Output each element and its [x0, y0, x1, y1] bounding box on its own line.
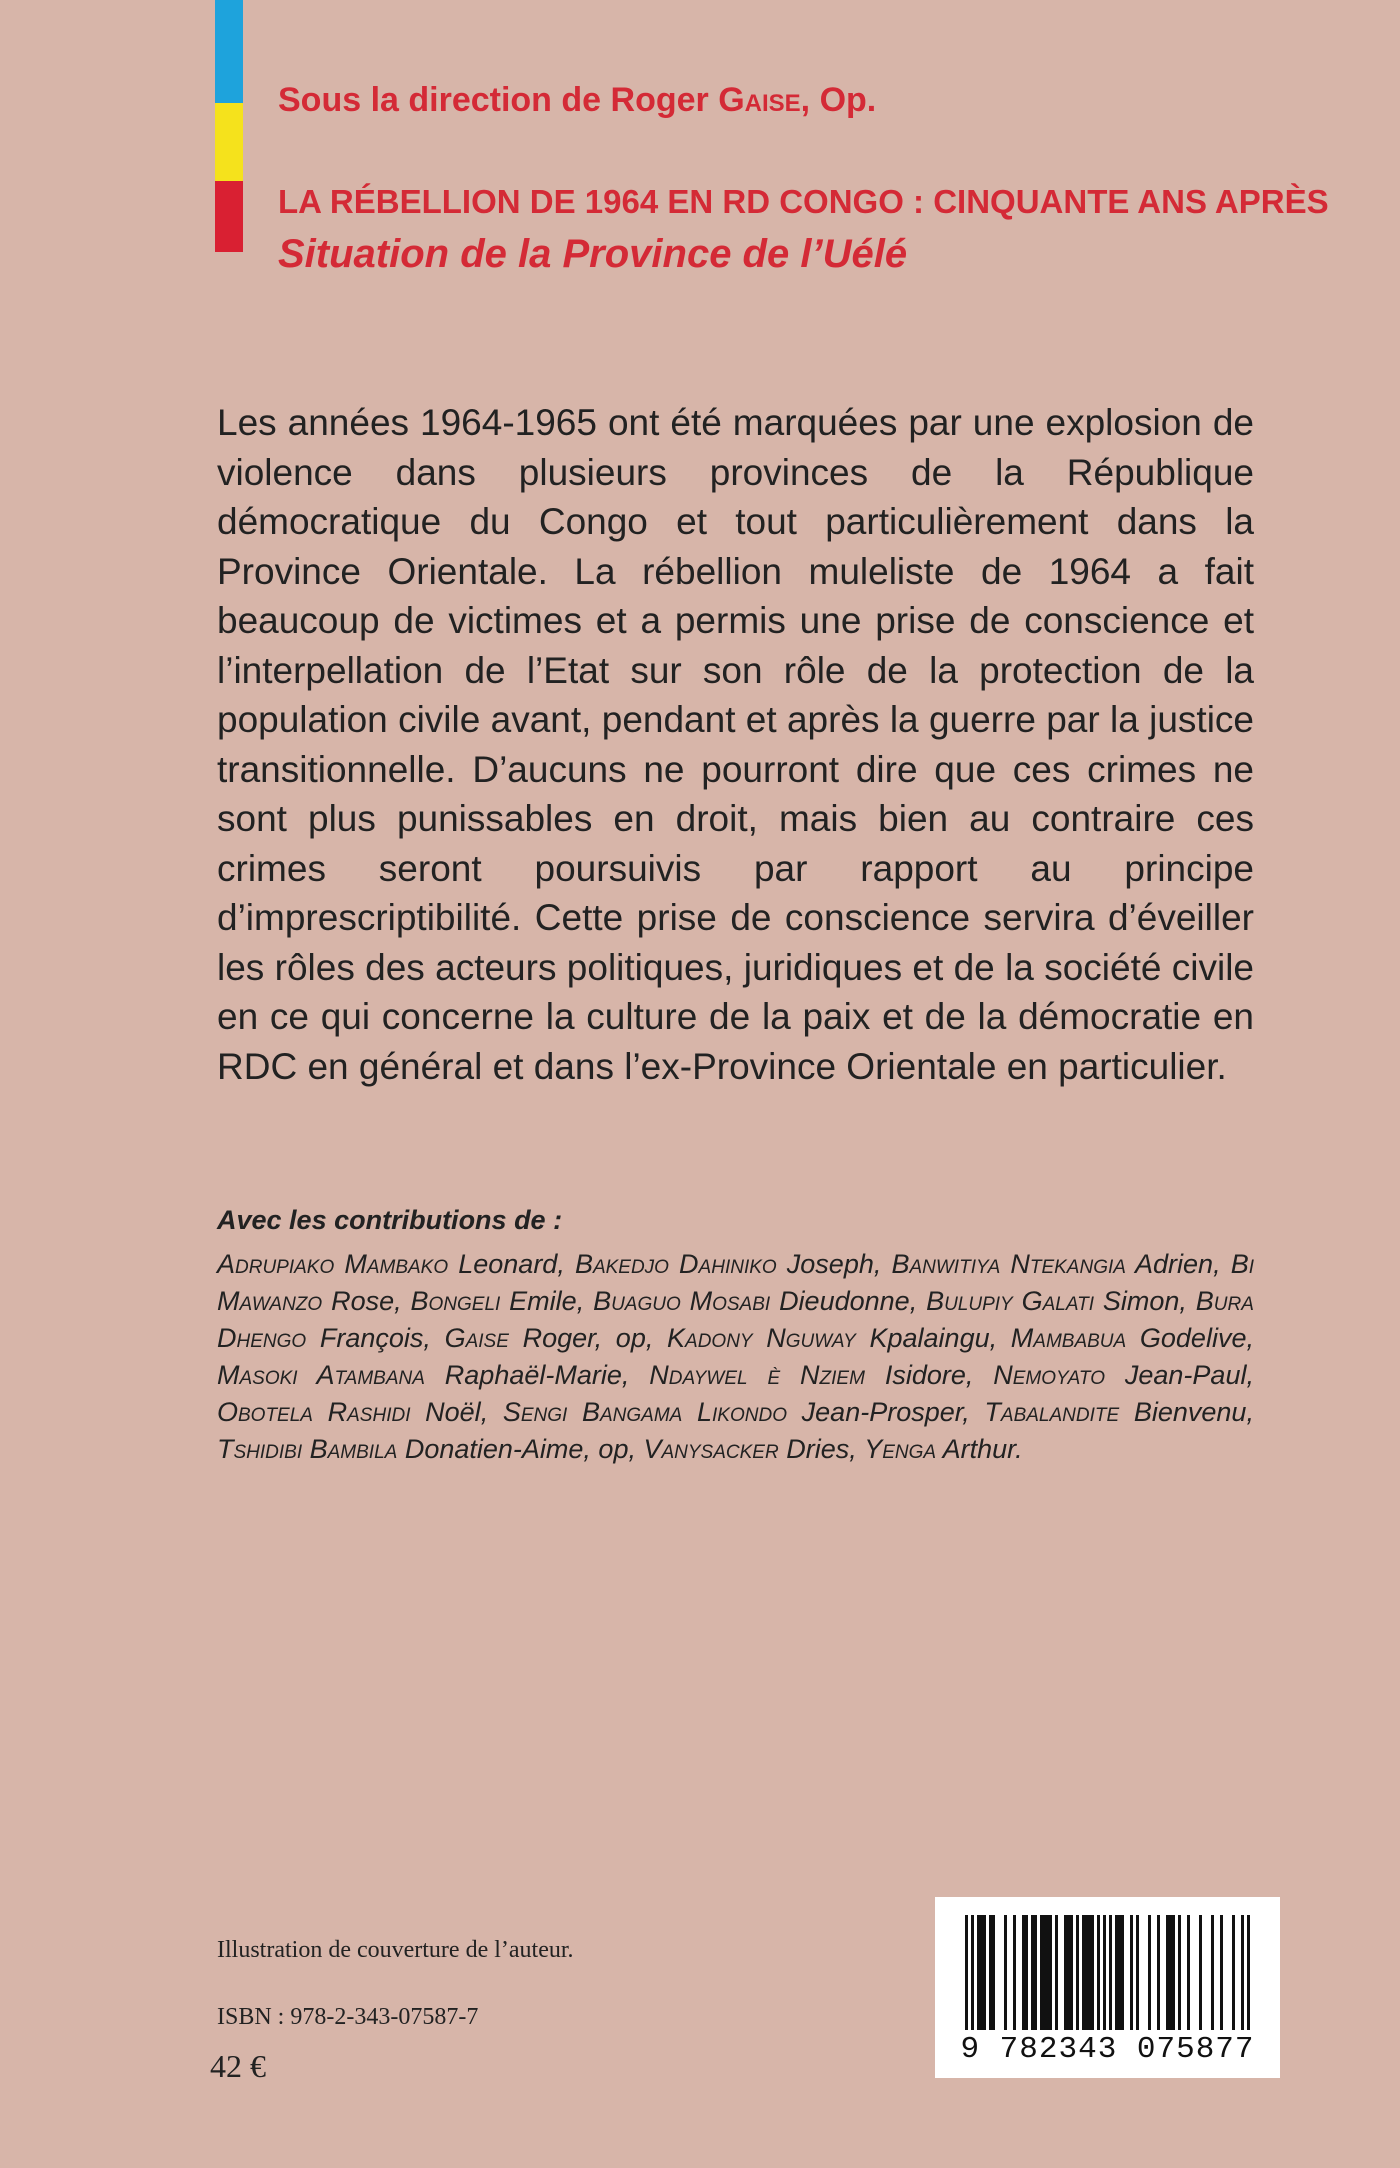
contributor: Gaise Roger, op, [444, 1323, 668, 1353]
contributors-list [217, 1246, 1254, 1468]
contributor: Bi Mawanzo Rose, [217, 1249, 1254, 1316]
barcode-bar [1022, 1915, 1025, 2030]
contributor: Buaguo Mosabi Dieudonne, [593, 1286, 927, 1316]
barcode-bar [1247, 1915, 1250, 2030]
contributor-given-name: Donatien-Aime, op [404, 1434, 629, 1464]
contributor-given-name: Dieudonne [779, 1286, 910, 1316]
contributor-surname: Bulupiy Galati [926, 1286, 1094, 1316]
barcode-bar [1241, 1915, 1244, 2030]
editor-suffix: , Op. [800, 81, 877, 119]
barcode-bar [1013, 1915, 1016, 2030]
contributor-given-name: Bienvenu [1133, 1397, 1247, 1427]
barcode-bar [1169, 1915, 1172, 2030]
barcode-bar [1220, 1915, 1223, 2030]
contributor: Tshidibi Bambila Donatien-Aime, op, [217, 1434, 644, 1464]
contributor: Vanysacker Dries, [643, 1434, 865, 1464]
flag-stripe-red [215, 181, 243, 252]
barcode-bar [1166, 1915, 1169, 2030]
contributor-surname: Bongeli [410, 1286, 501, 1316]
contributor: Banwitiya Ntekangia Adrien, [891, 1249, 1231, 1279]
flag-stripe-yellow [215, 103, 243, 181]
contributor-surname: Kadony Nguway [667, 1323, 856, 1353]
barcode-bar [1091, 1915, 1094, 2030]
barcode-bar [1070, 1915, 1073, 2030]
contributor-given-name: Joseph [786, 1249, 874, 1279]
barcode-bar [1178, 1915, 1181, 2030]
contributor-given-name: Godelive [1139, 1323, 1247, 1353]
contributor: Bura Dhengo François, [217, 1286, 1254, 1353]
barcode-bar [1067, 1915, 1070, 2030]
barcode-bar [1076, 1915, 1079, 2030]
back-cover-summary: Les années 1964-1965 ont été marquées par une explosion de violence dans plusieurs provinces de la République démocratique du Congo et tout particulièrement dans la Province Orientale. La rébellion muleliste de 1964 a fait beaucoup de victimes et a permis une prise de conscience et l’interpellation de l’Etat sur son rôle de la protection de la population civile avant, pendant et après la guerre par la justice transitionnelle. D’aucuns ne pourront dire que ces crimes ne sont plus punissables en droit, mais bien au contraire ces crimes seront poursuivis par rapport au principe d’imprescriptibilité. Cette prise de conscience servira d’éveiller les rôles des acteurs politiques, juridiques et de la société civile en ce qui concerne la culture de la paix et de la démocratie en RDC en général et dans l’ex-Province Orientale en particulier. [217, 402, 1254, 1087]
contributor: Masoki Atambana Raphaël-Marie, [217, 1360, 650, 1390]
contributor-surname: Masoki Atambana [217, 1360, 425, 1390]
contributor-surname: Bakedjo Dahiniko [574, 1249, 777, 1279]
contributor-surname: Tabalandite [984, 1397, 1120, 1427]
barcode-bar [992, 1915, 995, 2030]
contributor-surname: Vanysacker [643, 1434, 779, 1464]
barcode-bar [1136, 1915, 1139, 2030]
barcode-bar [1031, 1915, 1034, 2030]
contributor: Adrupiako Mambako Leonard, [217, 1249, 575, 1279]
barcode-bar [1046, 1915, 1049, 2030]
contributor-surname: Yenga [864, 1434, 937, 1464]
barcode-bar [977, 1915, 980, 2030]
editor-prefix: Sous la direction de Roger [278, 81, 719, 119]
book-title: LA RÉBELLION DE 1964 EN RD CONGO : CINQUANTE ANS APRÈS [278, 183, 1329, 220]
contributor-given-name: Jean-Prosper [801, 1397, 963, 1427]
contributor-surname: Tshidibi Bambila [217, 1434, 398, 1464]
price: 42 € [210, 2048, 266, 2084]
contributor-surname: Mambabua [1010, 1323, 1127, 1353]
barcode-bar [1211, 1915, 1214, 2030]
contributor-surname: Obotela Rashidi [217, 1397, 411, 1427]
barcode-bar [971, 1915, 974, 2030]
barcode-bar [1232, 1915, 1235, 2030]
barcode-bar [989, 1915, 992, 2030]
barcode-bar [1043, 1915, 1046, 2030]
contributor-surname: Gaise [444, 1323, 509, 1353]
barcode [935, 1897, 1280, 2078]
contributor: Mambabua Godelive, [1010, 1323, 1254, 1353]
barcode-bar [1118, 1915, 1121, 2030]
barcode-bar [1148, 1915, 1151, 2030]
contributor-surname: Banwitiya Ntekangia [891, 1249, 1126, 1279]
barcode-bar [1040, 1915, 1043, 2030]
contributor: Yenga Arthur. [864, 1434, 1023, 1464]
contributor-given-name: Leonard [458, 1249, 558, 1279]
barcode-bar [1085, 1915, 1088, 2030]
contributor: Tabalandite Bienvenu, [984, 1397, 1254, 1427]
barcode-bar [1115, 1915, 1118, 2030]
book-header [278, 70, 1358, 284]
barcode-bar [1064, 1915, 1067, 2030]
barcode-bar [1103, 1915, 1106, 2030]
contributor: Nemoyato Jean-Paul, [993, 1360, 1254, 1390]
contributor-given-name: Jean-Paul [1124, 1360, 1247, 1390]
barcode-bar [1130, 1915, 1133, 2030]
contributor-given-name: Isidore [884, 1360, 966, 1390]
contributor-given-name: Adrien [1135, 1249, 1214, 1279]
barcode-bar [1157, 1915, 1160, 2030]
barcode-bar [1121, 1915, 1124, 2030]
barcode-bar [1034, 1915, 1037, 2030]
flag-stripe-blue [215, 0, 243, 103]
barcode-bar [1088, 1915, 1091, 2030]
contributor-given-name: Simon [1102, 1286, 1180, 1316]
barcode-bar [1082, 1915, 1085, 2030]
barcode-bar [1025, 1915, 1028, 2030]
contributor-given-name: Kpalaingu [869, 1323, 990, 1353]
contributor-given-name: Emile [509, 1286, 577, 1316]
cover-illustration-credit: Illustration de couverture de l’auteur. [217, 1937, 574, 1963]
contributor-surname: Buaguo Mosabi [593, 1286, 771, 1316]
barcode-bar [983, 1915, 986, 2030]
contributor: Sengi Bangama Likondo Jean-Prosper, [502, 1397, 985, 1427]
book-subtitle: Situation de la Province de l’Uélé [278, 232, 908, 276]
contributor-given-name: Raphaël-Marie [444, 1360, 622, 1390]
contributor-given-name: Rose [331, 1286, 395, 1316]
barcode-digits: 9 782343 075877 [960, 2032, 1255, 2067]
contributor-given-name: Arthur [942, 1434, 1016, 1464]
contributor-given-name: Roger, op [522, 1323, 646, 1353]
contributor-surname: Nemoyato [993, 1360, 1105, 1390]
barcode-bar [965, 1915, 968, 2030]
contributor: Bulupiy Galati Simon, [926, 1286, 1196, 1316]
barcode-bars [935, 1897, 1280, 2037]
contributor: Bongeli Emile, [410, 1286, 594, 1316]
barcode-bar [1049, 1915, 1052, 2030]
barcode-bar [980, 1915, 983, 2030]
barcode-bar [1004, 1915, 1007, 2030]
contributor: Ndaywel è Nziem Isidore, [649, 1360, 994, 1390]
editor-surname: Gaise [718, 81, 801, 119]
contributions-heading: Avec les contributions de : [217, 1205, 563, 1235]
contributor-surname: Bi Mawanzo [217, 1249, 1254, 1316]
contributor-surname: Ndaywel è Nziem [649, 1360, 865, 1390]
barcode-bar [1097, 1915, 1100, 2030]
contributor-given-name: François [319, 1323, 424, 1353]
contributor: Bakedjo Dahiniko Joseph, [574, 1249, 892, 1279]
editor-line [278, 70, 1358, 130]
barcode-bar [1055, 1915, 1058, 2030]
barcode-bar [1187, 1915, 1190, 2030]
contributor-surname: Bura Dhengo [217, 1286, 1254, 1353]
contributor-given-name: Dries [786, 1434, 850, 1464]
contributor-surname: Sengi Bangama Likondo [502, 1397, 787, 1427]
isbn: ISBN : 978-2-343-07587-7 [217, 2004, 479, 2030]
barcode-bar [1172, 1915, 1175, 2030]
contributor: Kadony Nguway Kpalaingu, [667, 1323, 1011, 1353]
contributor: Obotela Rashidi Noël, [217, 1397, 503, 1427]
barcode-bar [1199, 1915, 1202, 2030]
barcode-bar [1109, 1915, 1112, 2030]
contributor-surname: Adrupiako Mambako [217, 1249, 449, 1279]
contributor-given-name: Noël [425, 1397, 481, 1427]
